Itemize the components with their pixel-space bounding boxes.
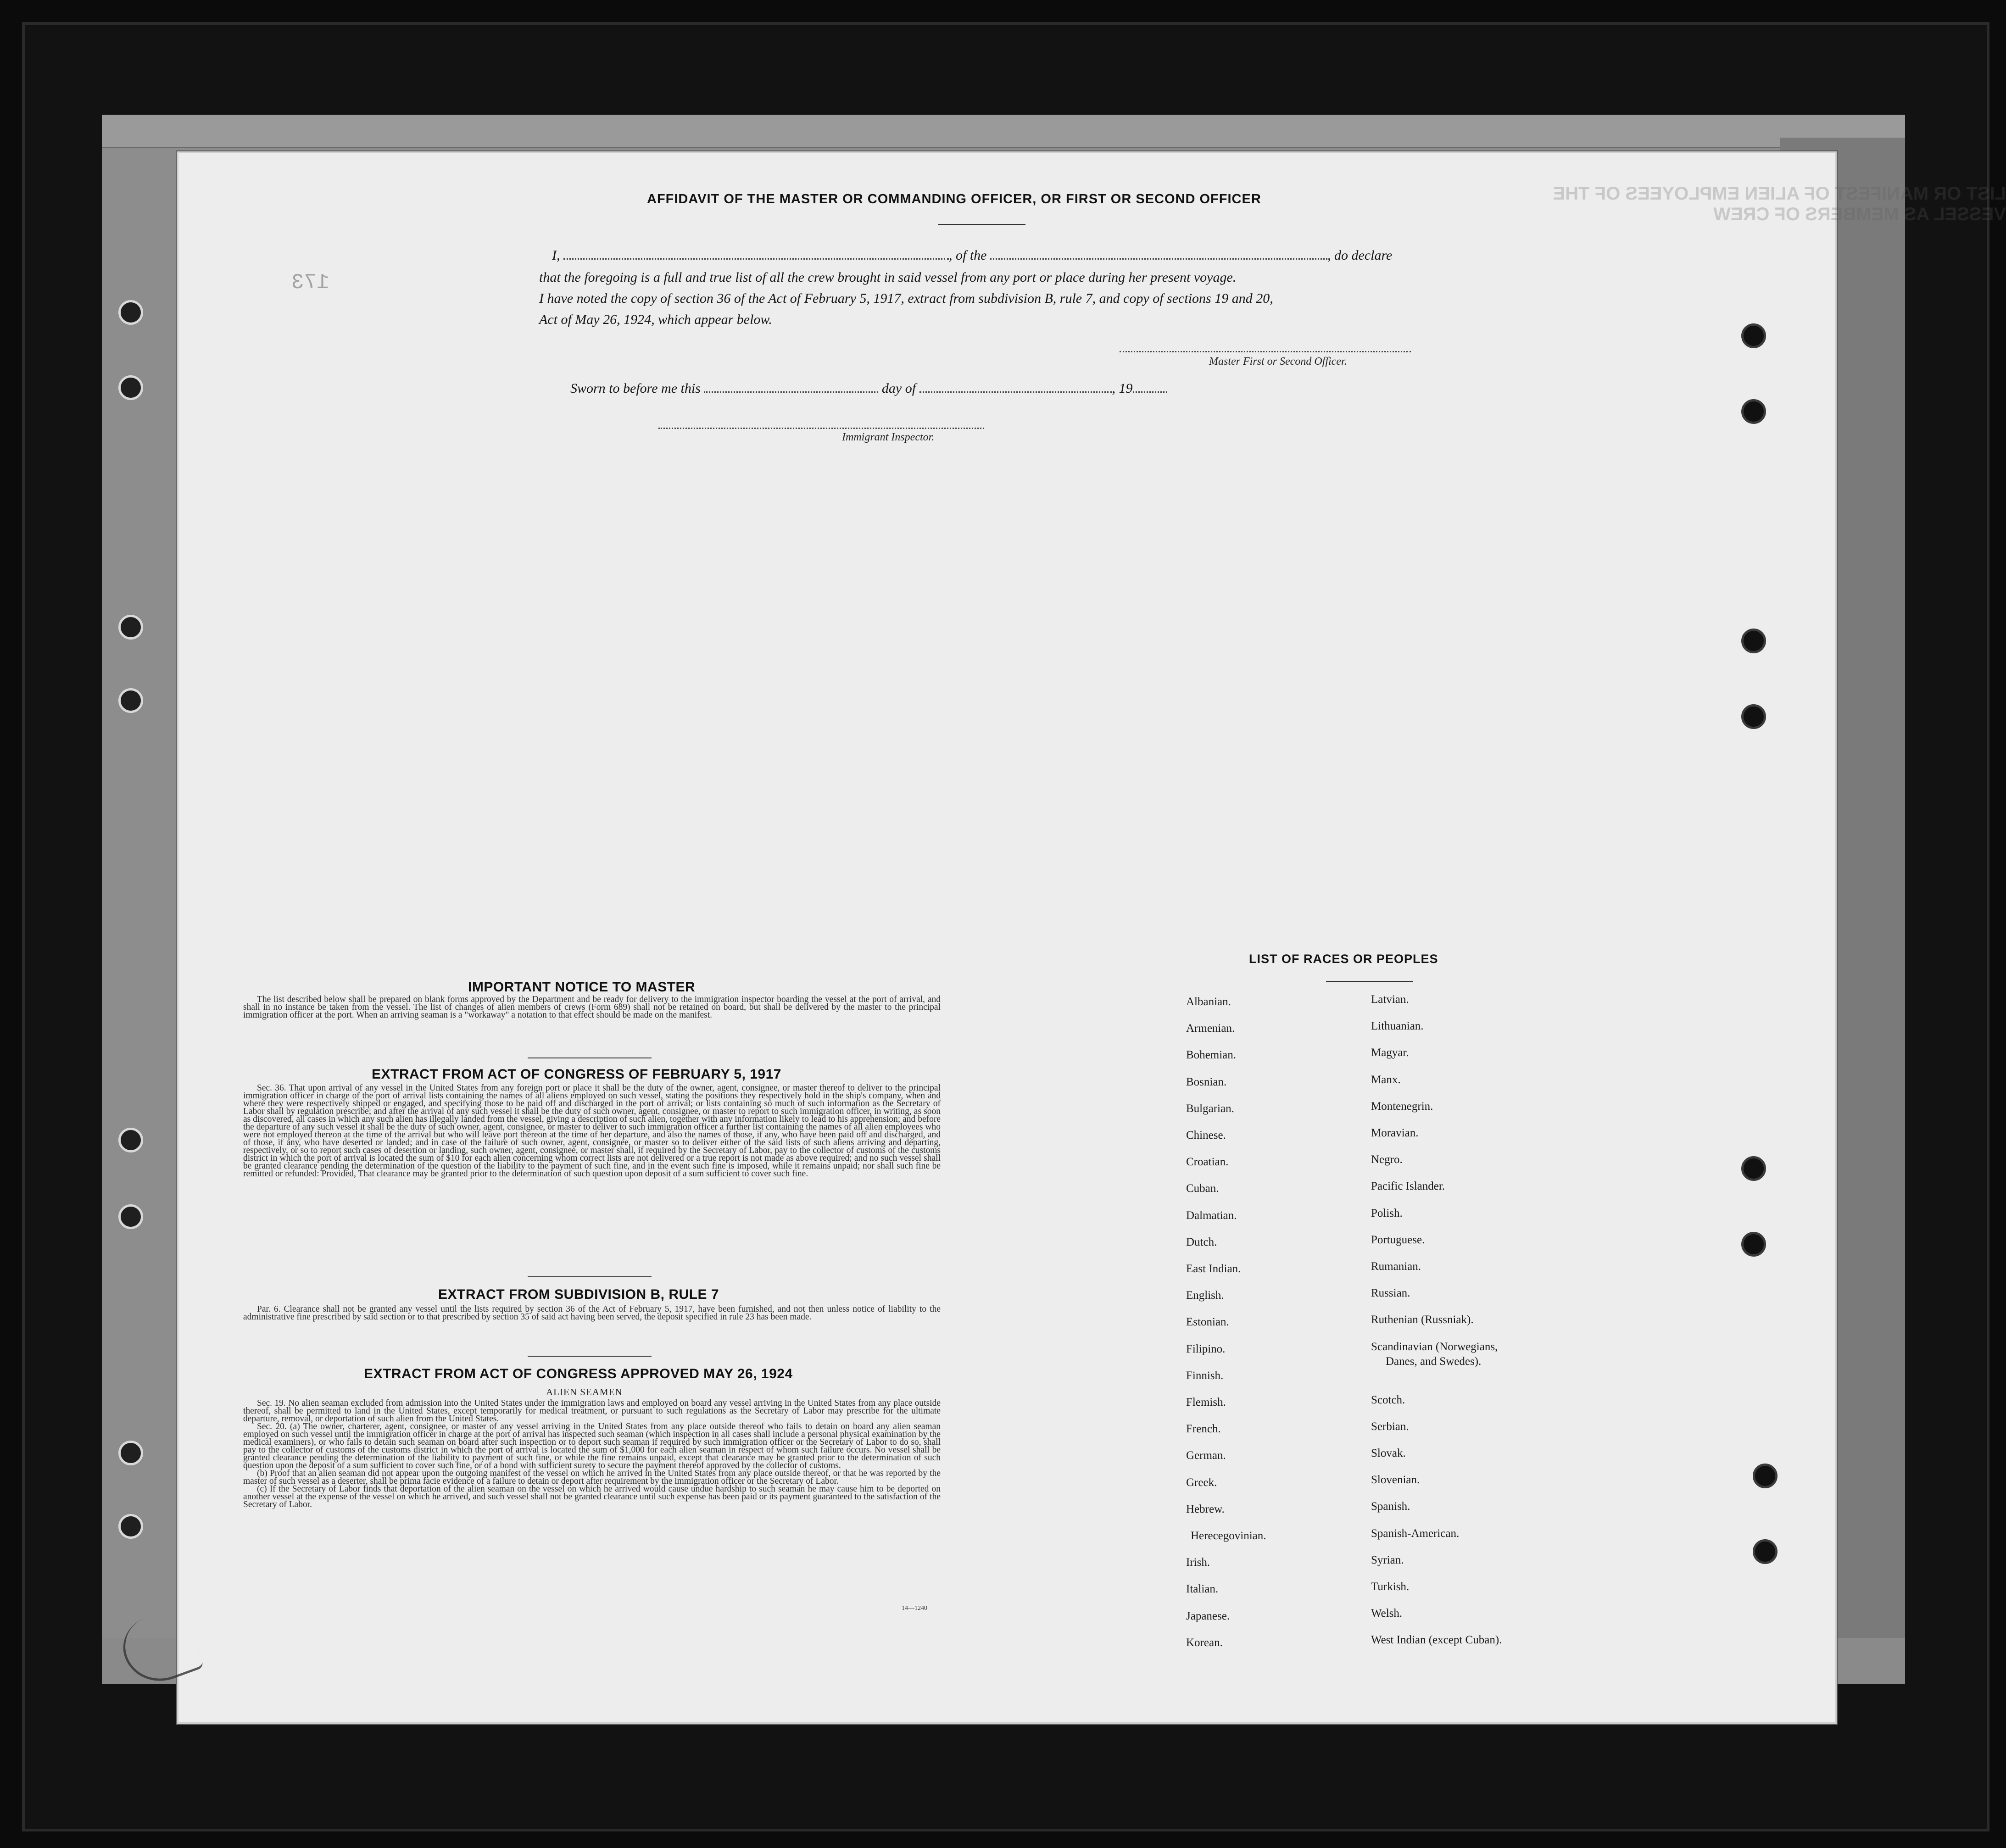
race-item: Portuguese.	[1371, 1233, 1425, 1246]
punch-hole	[1741, 629, 1766, 653]
race-item: Finnish.	[1186, 1369, 1224, 1382]
affidavit-title: AFFIDAVIT OF THE MASTER OR COMMANDING OFFICER, OR FIRST OR SECOND OFFICER	[647, 192, 1261, 206]
race-item: Rumanian.	[1371, 1260, 1421, 1273]
punch-hole	[118, 375, 143, 400]
day-of-label: day of	[881, 381, 916, 396]
race-item: Spanish-American.	[1371, 1527, 1460, 1540]
race-item: Estonian.	[1186, 1316, 1229, 1329]
extract-rule7-title: EXTRACT FROM SUBDIVISION B, RULE 7	[438, 1287, 719, 1302]
races-title: LIST OF RACES OR PEOPLES	[1249, 952, 1438, 966]
form-number: 14—1240	[902, 1605, 927, 1612]
punch-hole	[1741, 1156, 1766, 1181]
punch-hole	[118, 615, 143, 640]
race-item: Korean.	[1186, 1636, 1223, 1649]
race-item: Welsh.	[1371, 1607, 1403, 1620]
race-item: Greek.	[1186, 1476, 1217, 1489]
extract-1924-text	[243, 1399, 941, 1508]
race-item: Scandinavian (Norwegians,	[1371, 1340, 1498, 1353]
inspector-signature-line[interactable]	[658, 428, 984, 429]
notice-paragraph: The list described below shall be prepared on blank forms approved by the Department and be ready for delivery to the immigration inspector boarding the vessel at the port of arrival, and shall in no instance be taken from the vessel. The list of changes of alien members of crews (Form 689) shall not be retained on board, but shall be delivered by the master to the principal immigration officer at the port. When an arriving seaman is a "workaway" a notation to that effect should be made on the manifest.	[243, 995, 941, 1020]
race-item: Bohemian.	[1186, 1049, 1237, 1062]
race-item: Croatian.	[1186, 1156, 1229, 1169]
master-signature-line[interactable]	[1120, 351, 1411, 352]
sec-19-paragraph: Sec. 19. No alien seaman excluded from admission into the United States under the immigration laws and employed on board any vessel arriving in the United States from any place outside thereof, shall be permitted to land in the United States, except temporarily for medical treatment, or pursuant to such regulations as the Secretary of Labor may prescribe for the ultimate departure, removal, or deportation of such alien from the United States.	[243, 1398, 941, 1424]
punch-hole	[118, 1128, 143, 1152]
sworn-day-blank[interactable]	[704, 391, 878, 393]
race-item: Turkish.	[1371, 1581, 1410, 1593]
of-the-label: , of the	[949, 248, 987, 263]
affidavit-declaration-line	[552, 248, 1392, 263]
race-item: Syrian.	[1371, 1553, 1404, 1566]
race-item: Flemish.	[1186, 1396, 1226, 1408]
race-item: English.	[1186, 1289, 1224, 1302]
bleed-through-title: LIST OR MANIFEST OF ALIEN EMPLOYEES OF THE VESSEL AS MEMBERS OF CREW	[1553, 184, 2006, 224]
race-item: Scotch.	[1371, 1393, 1405, 1406]
sworn-month-blank[interactable]	[919, 391, 1112, 393]
punch-hole	[1741, 704, 1766, 729]
affidavit-line-2: that the foregoing is a full and true list of all the crew brought in said vessel from any port or place during her present voyage.	[539, 270, 1237, 285]
notice-text	[243, 996, 941, 1019]
race-item: Japanese.	[1186, 1609, 1230, 1622]
extract-1917-title: EXTRACT FROM ACT OF CONGRESS OF FEBRUARY 5, 1917	[372, 1067, 781, 1082]
punch-hole	[1741, 323, 1766, 348]
year-label: , 19	[1112, 381, 1133, 396]
race-item: Filipino.	[1186, 1342, 1226, 1355]
race-item: Polish.	[1371, 1207, 1403, 1219]
race-item: Bosnian.	[1186, 1075, 1227, 1088]
i-label: I,	[552, 248, 560, 263]
extract-1917-text	[243, 1084, 941, 1178]
race-item: Bulgarian.	[1186, 1102, 1234, 1115]
race-item: Moravian.	[1371, 1127, 1419, 1139]
par-6-paragraph: Par. 6. Clearance shall not be granted any vessel until the lists required by section 36 of the Act of February 5, 1917, have been furnished, and not then unless notice of liability to the administrative fine prescribed by said section or to that prescribed by section 35 of said act having been served, the deposit specified in rule 23 has been made.	[243, 1304, 941, 1322]
race-item: Chinese.	[1186, 1129, 1226, 1141]
master-signature-label: Master First or Second Officer.	[1209, 356, 1347, 367]
race-item: Dutch.	[1186, 1236, 1217, 1248]
punch-hole	[118, 1204, 143, 1229]
punch-hole	[1741, 1232, 1766, 1257]
sworn-year-blank[interactable]	[1133, 391, 1167, 393]
sec-36-paragraph: Sec. 36. That upon arrival of any vessel in the United States from any foreign port or place it shall be the duty of the owner, agent, consignee, or master thereof to deliver to the principal immigration officer in charge of the port of arrival lists containing the names of all aliens employed on such vessel, stating the positions they respectively hold in the ship's company, when and where they were respectively shipped or engaged, and specifying those to be paid off and discharged in the port of arrival; or lists containing so much of such information as the Secretary of Labor shall by regulation prescribe; and after the arrival of any such vessel it shall be the duty of such owner, agent, consignee, or master to report to such immigration officer, in writing, as soon as discovered, all cases in which any such alien has illegally landed from the vessel, giving a description of such alien, together with any information likely to lead to his apprehension; and before the departure of any such vessel it shall be the duty of such owner, agent, consignee, or master to deliver to such immigration officer a further list containing the names of all alien employees who were not employed thereon at the time of the arrival but who will leave port thereon at the time of her departure, and also the names of those, if any, who have been paid off and discharged, and of those, if any, who have deserted or landed; and in case of the failure of such owner, agent, consignee, or master so to deliver either of the said lists of such aliens arriving and departing, respectively, or so to report such cases of desertion or landing, such owner, agent, consignee, or master shall, if required by the Secretary of Labor, pay to the collector of customs of the customs district in which the port of arrival is located the sum of $10 for each alien concerning whom correct lists are not delivered or a true report is not made as above required; and no such vessel shall be granted clearance pending the determination of the question of the liability to the payment of such fine, and in the event such fine is imposed, while it remains unpaid; nor shall such fine be remitted or refunded: Provided, That clearance may be granted prior to the determination of such question upon deposit of a sum sufficient to cover such fine.	[243, 1083, 941, 1179]
title-divider	[938, 224, 1025, 225]
race-item: Armenian.	[1186, 1022, 1235, 1035]
race-item: Pacific Islander.	[1371, 1180, 1445, 1193]
race-item: Albanian.	[1186, 996, 1231, 1008]
sworn-label: Sworn to before me this	[570, 381, 701, 396]
punch-hole	[1753, 1464, 1778, 1488]
race-item: Herecegovinian.	[1191, 1530, 1266, 1542]
race-item: Slovak.	[1371, 1447, 1406, 1459]
race-item: Ruthenian (Russniak).	[1371, 1314, 1474, 1326]
race-item: Magyar.	[1371, 1046, 1409, 1059]
vessel-blank[interactable]	[990, 258, 1327, 260]
punch-hole	[118, 1441, 143, 1465]
notice-title: IMPORTANT NOTICE TO MASTER	[468, 980, 696, 995]
race-item: Danes, and Swedes).	[1386, 1355, 1482, 1368]
race-item: Dalmatian.	[1186, 1209, 1237, 1222]
alien-seamen-subtitle: ALIEN SEAMEN	[546, 1386, 623, 1397]
race-item: Montenegrin.	[1371, 1100, 1433, 1113]
sec-20c-paragraph: (c) If the Secretary of Labor finds that deportation of the alien seaman on the vessel on which he arrived would cause undue hardship to such seaman he may cause him to be deported on another vessel at the expense of the vessel on which he arrived, and such vessel shall not be granted clearance until such expense has been paid or its payment guaranteed to the satisfaction of the Secretary of Labor.	[243, 1484, 941, 1509]
extract-1924-title: EXTRACT FROM ACT OF CONGRESS APPROVED MAY 26, 1924	[364, 1366, 793, 1381]
inspector-label: Immigrant Inspector.	[842, 431, 935, 443]
affidavit-line-3: I have noted the copy of section 36 of the Act of February 5, 1917, extract from subdivision B, rule 7, and copy of sections 19 and 20,	[539, 291, 1273, 306]
race-item: Serbian.	[1371, 1420, 1409, 1433]
underlying-sheet-top-edge	[102, 115, 1905, 148]
sworn-line	[570, 381, 1167, 396]
punch-hole	[1753, 1539, 1778, 1564]
race-item: Manx.	[1371, 1073, 1401, 1086]
do-declare-label: , do declare	[1327, 248, 1393, 263]
race-item: French.	[1186, 1423, 1221, 1436]
section-divider	[528, 1356, 652, 1357]
sec-20b-paragraph: (b) Proof that an alien seaman did not appear upon the outgoing manifest of the vessel on which he arrived in the United States from any place outside thereof, or that he was reported by the master of such vessel as a deserter, shall be prima facie evidence of a failure to detain or deport after requirement by the immigration officer or the Secretary of Labor.	[243, 1469, 941, 1486]
extract-rule7-text	[243, 1305, 941, 1321]
pencil-page-number: 173	[291, 271, 329, 295]
race-item: Lithuanian.	[1371, 1020, 1424, 1033]
name-blank[interactable]	[563, 258, 949, 260]
race-item: Latvian.	[1371, 993, 1409, 1006]
race-item: Cuban.	[1186, 1182, 1219, 1195]
races-divider	[1326, 981, 1413, 982]
punch-hole	[1741, 399, 1766, 424]
race-item: Hebrew.	[1186, 1503, 1225, 1515]
race-item: West Indian (except Cuban).	[1371, 1634, 1502, 1647]
section-divider	[528, 1276, 652, 1277]
punch-hole	[118, 300, 143, 325]
race-item: Slovenian.	[1371, 1474, 1420, 1486]
sec-20a-paragraph: Sec. 20. (a) The owner, charterer, agent, consignee, or master of any vessel arriving in the United States from any place outside thereof who fails to detain on board any alien seaman employed on such vessel until the immigration officer in charge at the port of arrival has inspected such seaman (which inspection in all cases shall include a personal physical examination by the medical examiners), or who fails to detain such seaman on board after such inspection or to deport such seaman if required by such immigration officer or the Secretary of Labor to do so, shall pay to the collector of customs of the customs district in which the port of arrival is located the sum of $1,000 for each alien seaman in respect of whom such failure occurs. No vessel shall be granted clearance pending the determination of the liability to payment of such fine, or while the fine remains unpaid, except that clearance may be granted prior to the determination of such question upon the deposit of a sum sufficient to cover such fine, or of a bond with sufficient surety to secure the payment thereof approved by the collector of customs.	[243, 1422, 941, 1470]
punch-hole	[118, 688, 143, 713]
affidavit-line-4: Act of May 26, 1924, which appear below.	[539, 312, 772, 327]
race-item: Irish.	[1186, 1556, 1210, 1569]
race-item: Russian.	[1371, 1287, 1410, 1300]
race-item: East Indian.	[1186, 1263, 1241, 1275]
punch-hole	[118, 1514, 143, 1539]
race-item: Spanish.	[1371, 1500, 1410, 1513]
race-item: Italian.	[1186, 1583, 1219, 1596]
race-item: German.	[1186, 1449, 1226, 1462]
race-item: Negro.	[1371, 1153, 1403, 1166]
